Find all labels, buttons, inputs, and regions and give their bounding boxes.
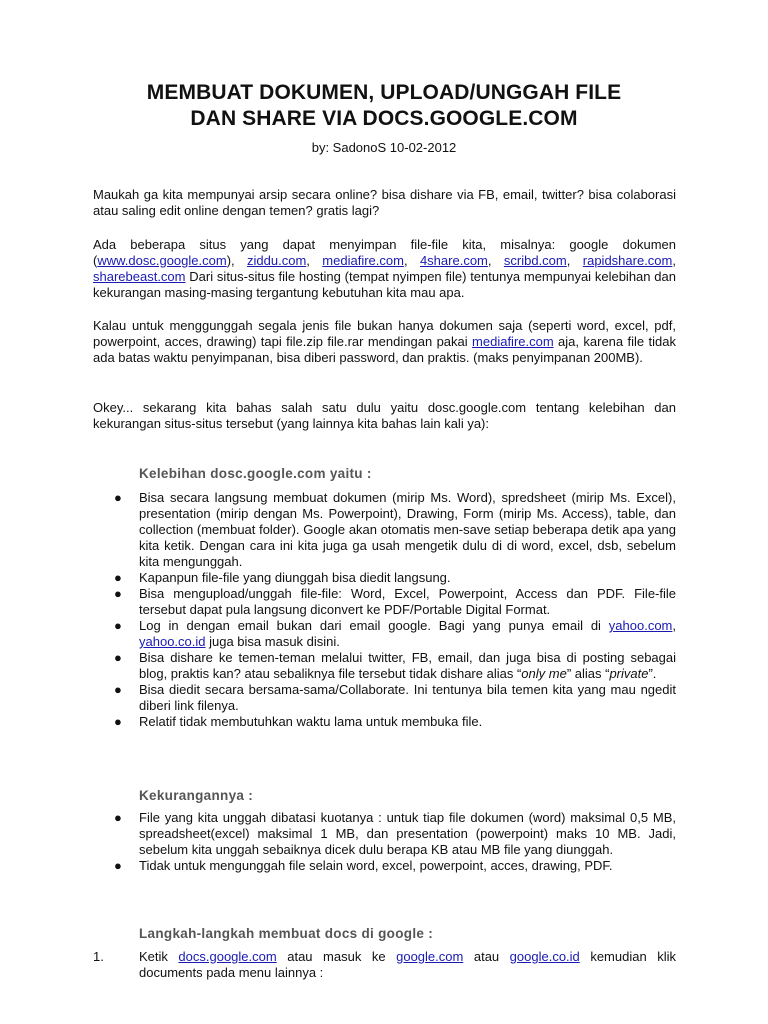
list-item <box>93 618 676 650</box>
text: atau masuk ke <box>276 949 397 964</box>
link-docs-google-com[interactable]: docs.google.com <box>178 949 277 964</box>
bullet-icon: ● <box>114 490 122 505</box>
list-kekurangan <box>93 810 676 874</box>
text: Bisa mengupload/unggah file-file: Word, Excel, Powerpoint, Access dan PDF. File-file tersebut dapat pula langsung diconvert ke PDF/Portable Digital Format. <box>139 586 676 617</box>
list-item <box>93 650 676 682</box>
text: , <box>403 253 420 268</box>
emphasis: only me <box>521 666 567 681</box>
link-docs-google[interactable]: www.dosc.google.com <box>97 253 227 268</box>
link-scribd[interactable]: scribd.com <box>503 253 567 268</box>
bullet-icon: ● <box>114 714 122 729</box>
link-mediafire[interactable]: mediafire.com <box>322 253 404 268</box>
list-langkah <box>93 949 676 981</box>
byline: by: SadonoS 10-02-2012 <box>311 140 457 155</box>
link-google-co-id[interactable]: google.co.id <box>509 949 580 964</box>
title-line-1: MEMBUAT DOKUMEN, UPLOAD/UNGGAH FILE <box>146 81 622 104</box>
heading-kekurangan: Kekurangannya : <box>139 788 254 803</box>
text: Bisa diedit secara bersama-sama/Collaborate. Ini tentunya bila temen kita yang mau ngedit diberi link filenya. <box>139 682 676 713</box>
text: juga bisa masuk disini. <box>205 634 340 649</box>
list-item <box>93 586 676 618</box>
bullet-icon: ● <box>114 810 122 825</box>
text: ”. <box>648 666 657 681</box>
emphasis: private <box>609 666 649 681</box>
list-item <box>93 682 676 714</box>
link-sharebeast[interactable]: sharebeast.com <box>93 269 186 284</box>
text: , <box>672 618 676 633</box>
link-mediafire-2[interactable]: mediafire.com <box>472 334 554 349</box>
page-title <box>90 80 678 132</box>
paragraph-upload <box>93 318 676 366</box>
bullet-icon: ● <box>114 570 122 585</box>
text: ), <box>226 253 248 268</box>
text: , <box>306 253 323 268</box>
text: Log in dengan email bukan dari email google. Bagi yang punya email di <box>139 618 609 633</box>
text: Relatif tidak membutuhkan waktu lama untuk membuka file. <box>139 714 483 729</box>
link-yahoo-co-id[interactable]: yahoo.co.id <box>139 634 206 649</box>
text: Kapanpun file-file yang diunggah bisa diedit langsung. <box>139 570 451 585</box>
list-item <box>93 714 676 730</box>
title-line-2: DAN SHARE VIA DOCS.GOOGLE.COM <box>190 107 578 130</box>
text: Bisa dishare ke temen-teman melalui twitter, FB, email, dan juga bisa di posting sebagai blog, praktis kan? atau sebaliknya file tersebut tidak dishare alias “ <box>139 650 676 681</box>
text: File yang kita unggah dibatasi kuotanya : untuk tiap file dokumen (word) maksimal 0,5 MB, spreadsheet(excel) maksimal 1 MB, dan presentation (powerpoint) maks 10 MB. Jadi, sebelum kita unggah sebaiknya dicek dulu berapa KB atau MB file yang diunggah. <box>139 810 676 857</box>
text: ” alias “ <box>566 666 610 681</box>
link-google-com[interactable]: google.com <box>396 949 464 964</box>
list-item <box>93 810 676 858</box>
text: Bisa secara langsung membuat dokumen (mirip Ms. Word), spredsheet (mirip Ms. Excel), presentation (mirip dengan Ms. Powerpoint), Drawing, Form (mirip Ms. Access), table, dan collection (membuat folder). Google akan otomatis men-save setiap beberapa detik apa yang kita ketik. Dengan cara ini kita juga ga usah mengetik dulu di di word, excel, dsb, sebelum kita mengunggah. <box>139 490 676 569</box>
paragraph-okey: Okey... sekarang kita bahas salah satu dulu yaitu dosc.google.com tentang kelebihan dan kekurangan situs-situs tersebut (yang lainnya kita bahas lain kali ya): <box>93 400 676 431</box>
text: Ada beberapa situs yang dapat menyimpan file-file kita, misalnya: google dokumen ( <box>93 237 676 268</box>
list-item <box>93 858 676 874</box>
link-4share[interactable]: 4share.com <box>419 253 488 268</box>
heading-langkah: Langkah-langkah membuat docs di google : <box>139 926 434 941</box>
text: Dari situs-situs file hosting (tempat nyimpen file) tentunya mempunyai kelebihan dan kekurangan masing-masing tergantung kebutuhan kita mau apa. <box>93 269 676 300</box>
paragraph-intro: Maukah ga kita mempunyai arsip secara online? bisa dishare via FB, email, twitter? bisa colaborasi atau saling edit online dengan temen? gratis lagi? <box>93 187 676 218</box>
list-item <box>93 570 676 586</box>
bullet-icon: ● <box>114 682 122 697</box>
text: aja, karena file tidak ada batas waktu penyimpanan, bisa diberi password, dan praktis. (maks penyimpanan 200MB). <box>93 334 676 365</box>
bullet-icon: ● <box>114 650 122 665</box>
bullet-icon: ● <box>114 618 122 633</box>
text: Tidak untuk mengunggah file selain word, excel, powerpoint, acces, drawing, PDF. <box>139 858 613 873</box>
list-item <box>93 490 676 570</box>
link-rapidshare[interactable]: rapidshare.com <box>582 253 673 268</box>
text: , <box>566 253 583 268</box>
text: Ketik <box>139 949 179 964</box>
list-kelebihan <box>93 490 676 730</box>
text: kemudian klik documents pada menu lainnya : <box>139 949 676 980</box>
link-yahoo-com[interactable]: yahoo.com <box>608 618 673 633</box>
step-number: 1. <box>93 949 104 964</box>
link-ziddu[interactable]: ziddu.com <box>247 253 307 268</box>
heading-kelebihan: Kelebihan dosc.google.com yaitu : <box>139 466 372 481</box>
bullet-icon: ● <box>114 586 122 601</box>
paragraph-sites <box>93 237 676 301</box>
list-item <box>93 949 676 981</box>
bullet-icon: ● <box>114 858 122 873</box>
text: , <box>487 253 504 268</box>
text: Kalau untuk menggunggah segala jenis file bukan hanya dokumen saja (seperti word, excel, pdf, powerpoint, acces, drawing) tapi file.zip file.rar mendingan pakai <box>93 318 676 349</box>
text: atau <box>463 949 510 964</box>
text: , <box>672 253 676 268</box>
